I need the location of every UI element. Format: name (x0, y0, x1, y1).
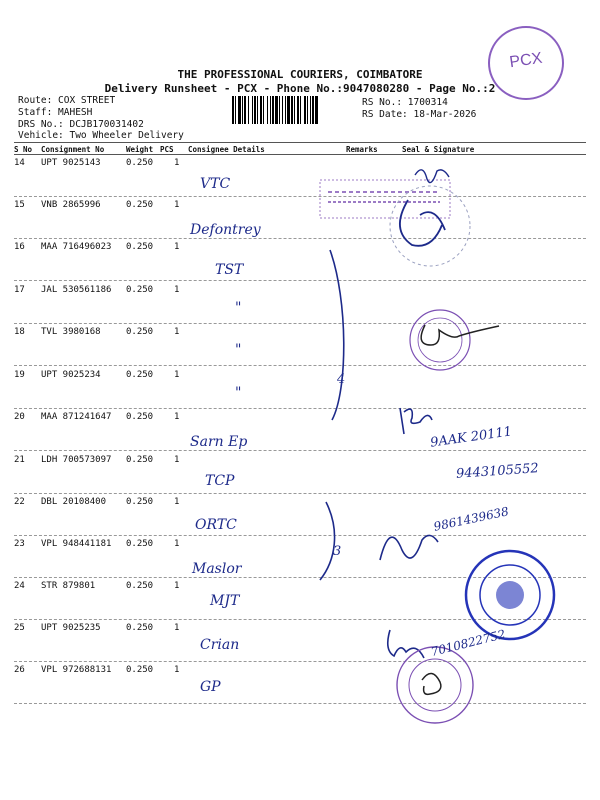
cell-sno: 18 (14, 327, 25, 337)
col-weight: Weight (126, 145, 154, 154)
consignee-name: MJT (210, 593, 240, 609)
cell-consignment: LDH 700573097 (41, 455, 112, 465)
cell-weight: 0.250 (126, 539, 154, 549)
signature-23 (380, 535, 438, 560)
col-seal-signature: Seal & Signature (402, 145, 475, 154)
handwritten-number-3: 9861439638 (432, 504, 510, 534)
col-remarks: Remarks (346, 145, 378, 154)
cell-weight: 0.250 (126, 242, 154, 252)
cell-weight: 0.250 (126, 623, 154, 633)
cell-sno: 23 (14, 539, 25, 549)
cell-pcs: 1 (174, 327, 180, 337)
cell-pcs: 1 (174, 200, 180, 210)
cell-sno: 21 (14, 455, 25, 465)
col-consignment: Consignment No (41, 145, 105, 154)
seal-signature-area (300, 140, 600, 800)
cell-consignment: VPL 948441181 (41, 539, 112, 549)
route-label: Route: COX STREET (18, 95, 116, 106)
consignee-name: Sarn Ep (190, 434, 248, 450)
cell-pcs: 1 (174, 623, 180, 633)
cell-consignment: DBL 20108400 (41, 497, 107, 507)
handwritten-number-2: 9443105552 (455, 461, 540, 482)
col-sno: S No (14, 145, 33, 154)
cell-sno: 19 (14, 370, 25, 380)
cell-consignment: STR 879801 (41, 581, 96, 591)
cell-sno: 22 (14, 497, 25, 507)
seal-18 (410, 310, 470, 370)
cell-pcs: 1 (174, 539, 180, 549)
consignee-name: VTC (200, 176, 231, 192)
consignee-name: Maslor (192, 561, 242, 577)
cell-weight: 0.250 (126, 285, 154, 295)
cell-consignment: UPT 9025234 (41, 370, 101, 380)
signature-25 (388, 630, 424, 658)
cell-pcs: 1 (174, 242, 180, 252)
cell-consignment: VPL 972688131 (41, 665, 112, 675)
remarks-count-1: 4 (337, 372, 346, 387)
cell-weight: 0.250 (126, 581, 154, 591)
signature-14 (415, 170, 449, 183)
consignee-name: " (235, 300, 242, 316)
cell-weight: 0.250 (126, 412, 154, 422)
consignee-name: TCP (205, 473, 235, 489)
cell-weight: 0.250 (126, 200, 154, 210)
cell-consignment: MAA 871241647 (41, 412, 112, 422)
runsheet-subtitle: Delivery Runsheet - PCX - Phone No.:9047080280 - Page No.:2 (104, 82, 496, 95)
consignee-name: " (235, 342, 242, 358)
cell-weight: 0.250 (126, 158, 154, 168)
vehicle-type: Vehicle: Two Wheeler Delivery (18, 130, 184, 141)
drs-number: DRS No.: DCJB170031402 (18, 119, 144, 130)
cell-pcs: 1 (174, 412, 180, 422)
consignee-name: Crian (200, 637, 240, 653)
consignee-name: GP (200, 679, 221, 695)
cell-consignment: UPT 9025143 (41, 158, 101, 168)
staff-label: Staff: MAHESH (18, 107, 93, 118)
cell-consignment: MAA 716496023 (41, 242, 112, 252)
consignee-name: Defontrey (190, 222, 261, 238)
cell-sno: 20 (14, 412, 25, 422)
cell-sno: 16 (14, 242, 25, 252)
cell-pcs: 1 (174, 497, 180, 507)
cell-weight: 0.250 (126, 327, 154, 337)
signature-15 (400, 200, 445, 246)
cell-pcs: 1 (174, 455, 180, 465)
cell-sno: 26 (14, 665, 25, 675)
cell-sno: 14 (14, 158, 25, 168)
cell-pcs: 1 (174, 370, 180, 380)
cell-weight: 0.250 (126, 455, 154, 465)
signature-20 (400, 408, 432, 434)
cell-sno: 15 (14, 200, 25, 210)
cell-pcs: 1 (174, 285, 180, 295)
consignee-name: " (235, 385, 242, 401)
cell-sno: 25 (14, 623, 25, 633)
ms-trading-seal (466, 551, 554, 639)
barcode (232, 96, 360, 124)
company-title: THE PROFESSIONAL COURIERS, COIMBATORE (177, 68, 423, 81)
cell-consignment: JAL 530561186 (41, 285, 112, 295)
cell-consignment: VNB 2865996 (41, 200, 101, 210)
rs-number: RS No.: 1700314 (362, 97, 448, 108)
cell-pcs: 1 (174, 158, 180, 168)
consignee-name: ORTC (195, 517, 237, 533)
col-consignee: Consignee Details (188, 145, 265, 154)
cell-pcs: 1 (174, 665, 180, 675)
pcx-stamp-text: PCX (508, 49, 544, 72)
handwritten-number-4: 7010822752 (429, 626, 507, 660)
cell-weight: 0.250 (126, 665, 154, 675)
rs-date: RS Date: 18-Mar-2026 (362, 109, 477, 120)
cell-sno: 24 (14, 581, 25, 591)
cell-weight: 0.250 (126, 497, 154, 507)
cell-consignment: UPT 9025235 (41, 623, 101, 633)
signature-18 (421, 325, 499, 345)
handwritten-number-1: 9AAK 20111 (429, 424, 513, 451)
cell-weight: 0.250 (126, 370, 154, 380)
cell-pcs: 1 (174, 581, 180, 591)
remarks-count-2: 3 (333, 544, 342, 559)
col-pcs: PCS (160, 145, 174, 154)
consignee-name: TST (215, 262, 244, 278)
cell-consignment: TVL 3980168 (41, 327, 101, 337)
seal-15 (390, 186, 470, 266)
cell-sno: 17 (14, 285, 25, 295)
